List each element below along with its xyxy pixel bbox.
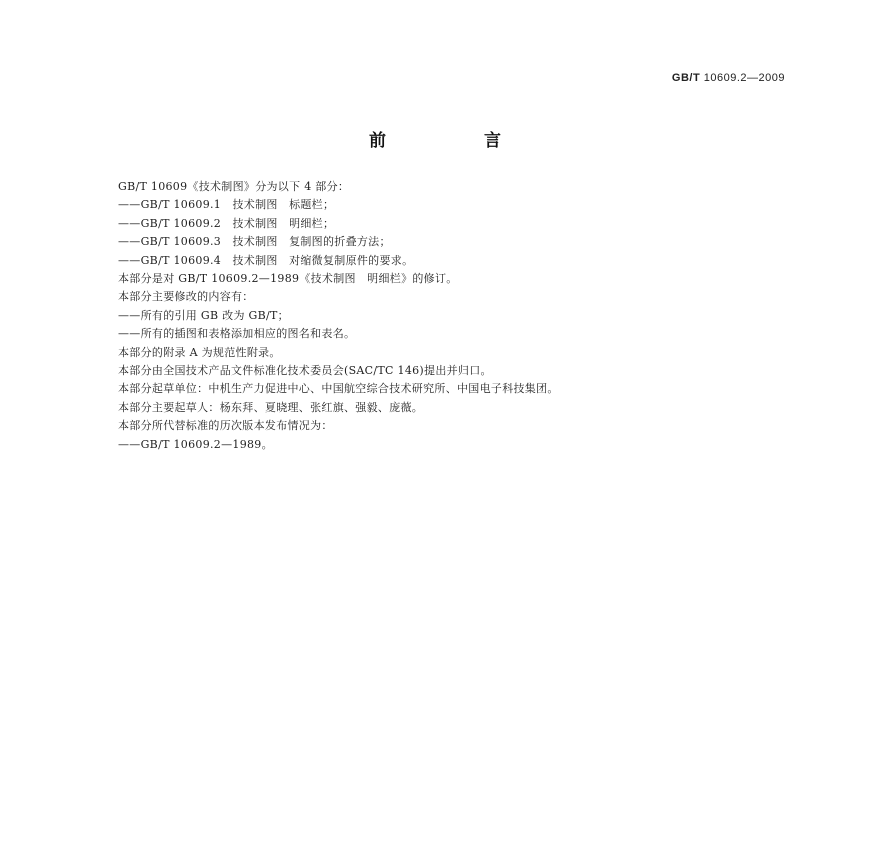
list-item: ——GB/T 10609.1 技术制图 标题栏； <box>118 198 335 212</box>
list-item: ——GB/T 10609.2—1989。 <box>118 437 273 451</box>
text-line: 本部分由全国技术产品文件标准化技术委员会(SAC/TC 146)提出并归口。 <box>118 364 492 378</box>
list-item: ——所有的引用 GB 改为 GB/T； <box>118 308 289 322</box>
list-item: ——GB/T 10609.4 技术制图 对缩微复制原件的要求。 <box>118 253 414 267</box>
list-item: ——所有的插图和表格添加相应的图名和表名。 <box>118 327 356 341</box>
text-line: 本部分主要起草人：杨东拜、夏晓理、张红旗、强毅、庞薇。 <box>118 400 424 414</box>
page-title: 前 言 <box>369 131 547 151</box>
foreword-body <box>118 178 758 454</box>
text-line: GB/T 10609《技术制图》分为以下 4 部分： <box>118 180 350 193</box>
list-item: ——GB/T 10609.3 技术制图 复制图的折叠方法； <box>118 235 391 249</box>
text-line: 本部分的附录 A 为规范性附录。 <box>118 345 281 359</box>
standard-code <box>672 72 785 84</box>
standard-number: 10609.2—2009 <box>703 72 785 84</box>
text-line: 本部分主要修改的内容有： <box>118 290 254 304</box>
text-line: 本部分是对 GB/T 10609.2—1989《技术制图 明细栏》的修订。 <box>118 272 458 286</box>
list-item: ——GB/T 10609.2 技术制图 明细栏； <box>118 216 335 230</box>
text-line: 本部分所代替标准的历次版本发布情况为： <box>118 419 333 433</box>
standard-prefix: GB/T <box>671 72 701 84</box>
text-line: 本部分起草单位：中机生产力促进中心、中国航空综合技术研究所、中国电子科技集团。 <box>118 382 559 396</box>
